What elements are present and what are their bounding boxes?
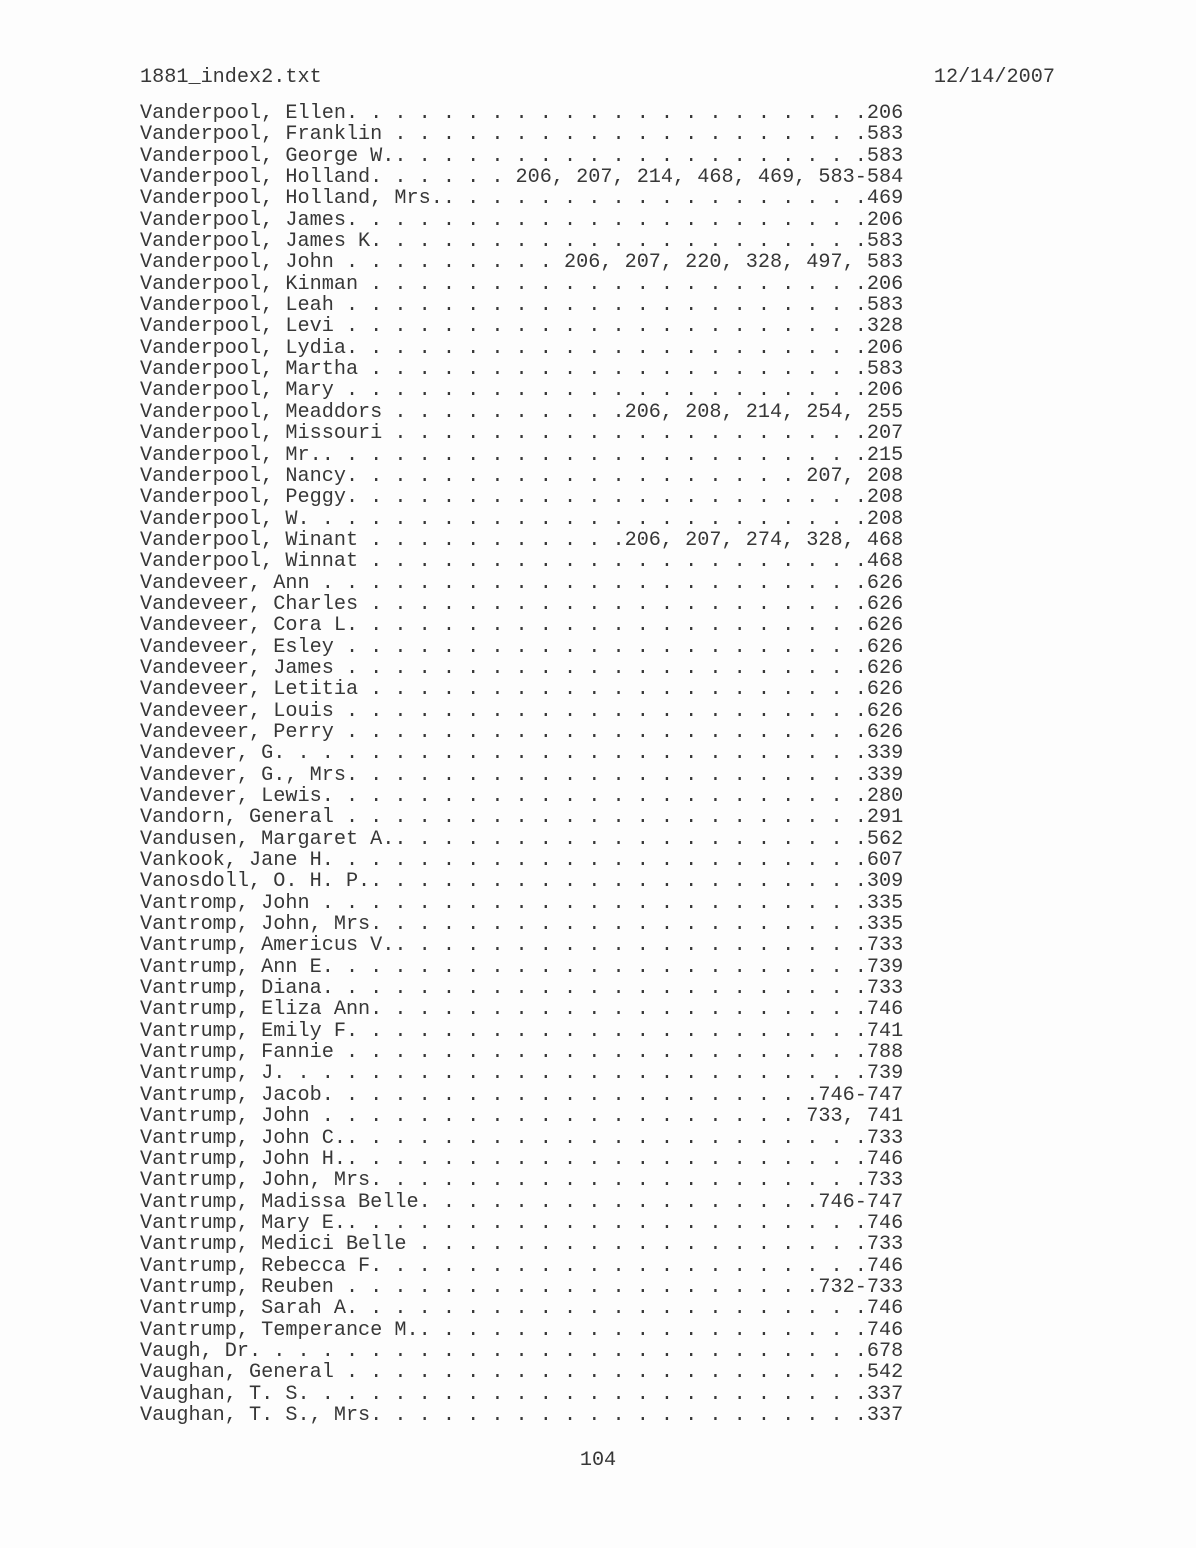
index-entry: Vanderpool, Lydia. . . . . . . . . . . . . . . . . . . . . .206 xyxy=(140,336,904,360)
index-entry: Vandeveer, Louis . . . . . . . . . . . . . . . . . . . . . .626 xyxy=(140,699,904,723)
index-entry: Vaugh, Dr. . . . . . . . . . . . . . . . . . . . . . . . . .678 xyxy=(140,1339,904,1363)
index-entry: Vantromp, John . . . . . . . . . . . . . . . . . . . . . . .335 xyxy=(140,891,904,915)
index-entry: Vanderpool, Mr.. . . . . . . . . . . . . . . . . . . . . . .215 xyxy=(140,443,904,467)
index-entry: Vanderpool, Winant . . . . . . . . . . .206, 207, 274, 328, 468 xyxy=(140,528,904,552)
index-entry: Vandeveer, Cora L. . . . . . . . . . . . . . . . . . . . . .626 xyxy=(140,614,904,638)
index-entry: Vanderpool, Nancy. . . . . . . . . . . . . . . . . . . 207, 208 xyxy=(140,464,904,488)
index-entry: Vaughan, T. S. . . . . . . . . . . . . . . . . . . . . . . .337 xyxy=(140,1382,904,1406)
index-entry: Vaughan, T. S., Mrs. . . . . . . . . . . . . . . . . . . . .337 xyxy=(140,1403,904,1427)
index-entry: Vantrump, Reuben . . . . . . . . . . . . . . . . . . . .732-733 xyxy=(140,1275,904,1299)
index-entry: Vandeveer, James . . . . . . . . . . . . . . . . . . . . . .626 xyxy=(140,656,904,680)
index-entry: Vantrump, Sarah A. . . . . . . . . . . . . . . . . . . . . .746 xyxy=(140,1297,904,1321)
index-entry: Vandorn, General . . . . . . . . . . . . . . . . . . . . . .291 xyxy=(140,806,904,830)
index-entry: Vandever, Lewis. . . . . . . . . . . . . . . . . . . . . . .280 xyxy=(140,785,904,808)
index-entry: Vaughan, General . . . . . . . . . . . . . . . . . . . . . .542 xyxy=(140,1361,904,1385)
index-entry: Vanderpool, Peggy. . . . . . . . . . . . . . . . . . . . . .208 xyxy=(140,486,904,510)
index-entry: Vanderpool, James K. . . . . . . . . . . . . . . . . . . . .583 xyxy=(140,230,904,254)
index-entry: Vantrump, Americus V.. . . . . . . . . . . . . . . . . . . .733 xyxy=(140,934,904,958)
index-entry: Vanderpool, George W.. . . . . . . . . . . . . . . . . . . .583 xyxy=(140,144,904,168)
index-entry: Vanderpool, Martha . . . . . . . . . . . . . . . . . . . . .583 xyxy=(140,358,904,382)
index-entry: Vanderpool, John . . . . . . . . . 206, 207, 220, 328, 497, 583 xyxy=(140,251,904,275)
index-entry: Vanderpool, Levi . . . . . . . . . . . . . . . . . . . . . .328 xyxy=(140,315,904,339)
index-entry: Vanderpool, Winnat . . . . . . . . . . . . . . . . . . . . .468 xyxy=(140,550,904,574)
index-entry: Vanderpool, Meaddors . . . . . . . . . .206, 208, 214, 254, 255 xyxy=(140,400,904,424)
index-entry: Vantrump, Eliza Ann. . . . . . . . . . . . . . . . . . . . .746 xyxy=(140,998,904,1022)
index-entry: Vanderpool, Ellen. . . . . . . . . . . . . . . . . . . . . .206 xyxy=(140,102,904,125)
index-entry: Vantrump, Ann E. . . . . . . . . . . . . . . . . . . . . . .739 xyxy=(140,955,904,979)
filename-label: 1881_index2.txt xyxy=(140,66,322,89)
page-number: 104 xyxy=(579,1449,617,1472)
index-entry: Vandeveer, Perry . . . . . . . . . . . . . . . . . . . . . .626 xyxy=(140,720,904,744)
index-entry: Vantrump, Temperance M.. . . . . . . . . . . . . . . . . . .746 xyxy=(140,1318,904,1342)
index-entry: Vanderpool, Leah . . . . . . . . . . . . . . . . . . . . . .583 xyxy=(140,294,904,318)
index-entry: Vantrump, John, Mrs. . . . . . . . . . . . . . . . . . . . .733 xyxy=(140,1169,904,1193)
print-date-label: 12/14/2007 xyxy=(933,66,1055,89)
index-entry: Vantrump, Diana. . . . . . . . . . . . . . . . . . . . . . .733 xyxy=(140,977,904,1001)
document-header xyxy=(140,66,1055,90)
index-entry: Vankook, Jane H. . . . . . . . . . . . . . . . . . . . . . .607 xyxy=(140,849,904,873)
index-entry: Vantrump, John C.. . . . . . . . . . . . . . . . . . . . . .733 xyxy=(140,1126,904,1150)
index-entry: Vantrump, John H.. . . . . . . . . . . . . . . . . . . . . .746 xyxy=(140,1147,904,1171)
index-entry: Vantrump, Jacob. . . . . . . . . . . . . . . . . . . . .746-747 xyxy=(140,1083,904,1107)
index-entry: Vantrump, Mary E.. . . . . . . . . . . . . . . . . . . . . .746 xyxy=(140,1211,904,1235)
page-footer xyxy=(0,1449,1196,1473)
index-entry: Vantrump, Emily F. . . . . . . . . . . . . . . . . . . . . .741 xyxy=(140,1019,904,1043)
index-entry: Vanderpool, W. . . . . . . . . . . . . . . . . . . . . . . .208 xyxy=(140,507,904,531)
index-entry: Vanderpool, Mary . . . . . . . . . . . . . . . . . . . . . .206 xyxy=(140,379,904,403)
index-entry: Vantrump, Rebecca F. . . . . . . . . . . . . . . . . . . . .746 xyxy=(140,1254,904,1278)
index-entry: Vanderpool, Kinman . . . . . . . . . . . . . . . . . . . . .206 xyxy=(140,272,904,296)
index-entry: Vandusen, Margaret A.. . . . . . . . . . . . . . . . . . . .562 xyxy=(140,827,904,851)
index-entry: Vanderpool, Missouri . . . . . . . . . . . . . . . . . . . .207 xyxy=(140,422,904,446)
index-entry: Vantrump, Fannie . . . . . . . . . . . . . . . . . . . . . .788 xyxy=(140,1041,904,1065)
index-entry: Vandeveer, Charles . . . . . . . . . . . . . . . . . . . . .626 xyxy=(140,592,904,616)
index-entry: Vantrump, Madissa Belle. . . . . . . . . . . . . . . . .746-747 xyxy=(140,1190,904,1214)
index-entry: Vanderpool, Franklin . . . . . . . . . . . . . . . . . . . .583 xyxy=(140,123,904,147)
index-entry: Vantrump, Medici Belle . . . . . . . . . . . . . . . . . . .733 xyxy=(140,1233,904,1257)
index-entry: Vandeveer, Esley . . . . . . . . . . . . . . . . . . . . . .626 xyxy=(140,635,904,659)
index-list xyxy=(140,103,903,1426)
index-entry: Vantromp, John, Mrs. . . . . . . . . . . . . . . . . . . . .335 xyxy=(140,913,904,937)
index-entry: Vandeveer, Letitia . . . . . . . . . . . . . . . . . . . . .626 xyxy=(140,678,904,702)
index-entry: Vanderpool, Holland. . . . . . 206, 207, 214, 468, 469, 583-584 xyxy=(140,166,904,190)
index-entry: Vantrump, J. . . . . . . . . . . . . . . . . . . . . . . . .739 xyxy=(140,1062,904,1086)
index-entry: Vanderpool, Holland, Mrs.. . . . . . . . . . . . . . . . . .469 xyxy=(140,187,904,211)
index-entry: Vandever, G. . . . . . . . . . . . . . . . . . . . . . . . .339 xyxy=(140,742,904,766)
index-entry: Vandever, G., Mrs. . . . . . . . . . . . . . . . . . . . . .339 xyxy=(140,763,904,787)
index-entry: Vandeveer, Ann . . . . . . . . . . . . . . . . . . . . . . .626 xyxy=(140,571,904,595)
index-entry: Vantrump, John . . . . . . . . . . . . . . . . . . . . 733, 741 xyxy=(140,1105,904,1129)
index-entry: Vanosdoll, O. H. P.. . . . . . . . . . . . . . . . . . . . .309 xyxy=(140,870,904,894)
index-entry: Vanderpool, James. . . . . . . . . . . . . . . . . . . . . .206 xyxy=(140,208,904,232)
